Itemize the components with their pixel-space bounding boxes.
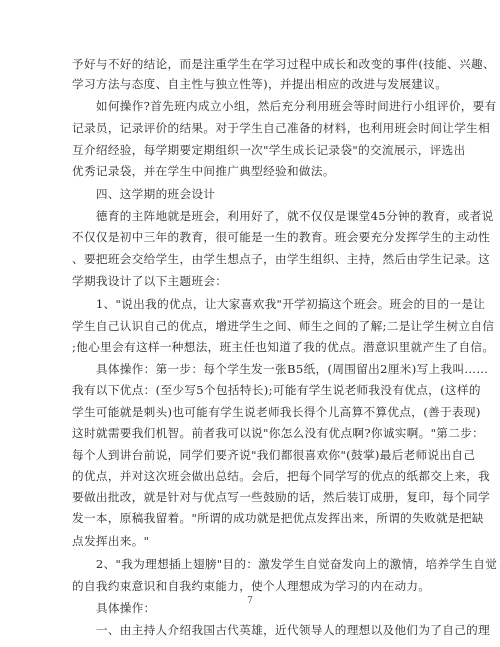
- text-line: 互介绍经验，每学期要定期组织一次"学生成长记录袋"的交流展示，评选出: [72, 143, 466, 157]
- text-line: 2、"我为理想插上翅膀"目的：激发学生自觉奋发向上的激情，培养学生自觉: [72, 557, 498, 571]
- text-line: 学生自己认识自己的优点，增进学生之间、师生之间的了解;二是让学生树立自信: [72, 319, 495, 333]
- text-line: 如何操作?首先班内成立小组，然后充分利用班会等时间进行小组评价，要有: [72, 99, 497, 113]
- text-line: 德育的主阵地就是班会，利用好了，就不仅仅是课堂45分钟的教育，或者说: [72, 209, 494, 223]
- text-line: 不仅仅是初中三年的教育，很可能是一生的教育。班会要充分发挥学生的主动性: [72, 230, 491, 244]
- text-line: 学习方法与态度、自主性与独立性等)，并提出相应的改进与发展建议。: [72, 77, 448, 91]
- text-line: 这时就需要我们机智。前者我可以说"你怎么没有优点啊?你诚实啊。"第二步：: [72, 426, 485, 440]
- text-line: 发一本，原稿我留着。"所谓的成功就是把优点发挥出来，所谓的失败就是把缺: [72, 511, 484, 525]
- text-line: 具体操作：: [72, 601, 156, 615]
- text-line: 的优点，并对这次班会做出总结。会后，把每个同学写的优点的纸都交上来，我: [72, 469, 491, 483]
- text-line: 予好与不好的结论，而是注重学生在学习过程中成长和改变的事件(技能、兴趣、: [72, 57, 495, 71]
- text-line: 的自我约束意识和自我约束能力，使个人理想成为学习的内在动力。: [72, 579, 431, 593]
- text-line: 点发挥出来。": [72, 534, 150, 548]
- text-line: 记录员，记录评价的结果。对于学生自己准备的材料，也利用班会时间让学生相: [72, 121, 491, 135]
- text-line: 学生可能就是刺头)也可能有学生说老师我长得个儿高算不算优点，(善于表现): [72, 405, 481, 419]
- text-line: 我有以下优点：(至少写5个包括特长);可能有学生说老师我没有优点，(这样的: [72, 383, 481, 397]
- text-line: 1、"说出我的优点，让大家喜欢我"开学初搞这个班会。班会的目的一是让: [72, 297, 486, 311]
- text-line: 一、由主持人介绍我国古代英雄，近代领导人的理想以及他们为了自己的理: [72, 623, 491, 637]
- text-line: 每个人到讲台前说，同学们要齐说"我们都很喜欢你"(鼓掌)最后老师说出自己: [72, 448, 476, 462]
- text-line: 四、这学期的班会设计: [72, 187, 216, 201]
- page-number: 7: [247, 596, 253, 606]
- text-line: 学期我设计了以下主题班会：: [72, 274, 228, 288]
- text-line: 具体操作：第一步：每个学生发一张B5纸，(周围留出2厘米)写上我叫……: [72, 362, 489, 376]
- text-line: ;他心里会有这样一种想法，班主任也知道了我的优点。潜意识里就产生了自信。: [72, 340, 495, 354]
- text-line: 、要把班会交给学生，由学生想点子，由学生组织、主持，然后由学生记录。这: [72, 252, 491, 266]
- text-line: 优秀记录袋，并在学生中间推广典型经验和做法。: [72, 164, 335, 178]
- text-line: 要做出批改，就是针对与优点写一些鼓励的话，然后装订成册，复印，每个同学: [72, 490, 491, 504]
